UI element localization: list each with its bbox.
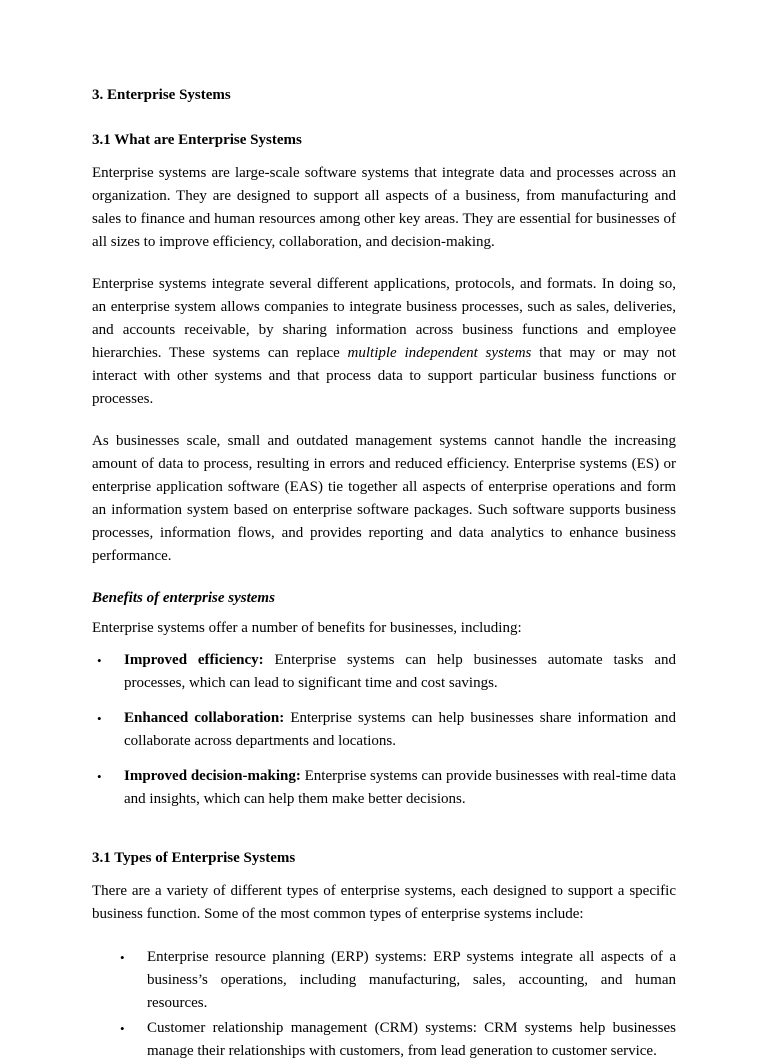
bullet-icon: • — [97, 711, 102, 726]
list-item-lead: Improved decision-making: — [124, 768, 301, 784]
paragraph-types-lead: There are a variety of different types of enterprise systems, each designed to support a specific business function. Some of the most common types of enterprise systems include: — [92, 883, 676, 922]
types-list — [120, 946, 676, 1063]
list-item-text: Enterprise systems can help businesses share information and collaborate across departments and locations. — [124, 710, 676, 749]
paragraph-benefits-lead: Enterprise systems offer a number of benefits for businesses, including: — [92, 620, 522, 636]
list-item-text: Customer relationship management (CRM) systems: CRM systems help businesses manage their relationships with customers, from lead generation to customer service. — [147, 1020, 676, 1059]
heading-3-1-types-of-enterprise-systems: 3.1 Types of Enterprise Systems — [92, 850, 296, 866]
paragraph-intro-2-part-2: that may or may not interact with other systems and that process data to support particular business functions or processes. — [92, 345, 676, 407]
heading-benefits-of-enterprise-systems: Benefits of enterprise systems — [92, 590, 275, 606]
heading-3-1-what-are-enterprise-systems: 3.1 What are Enterprise Systems — [92, 132, 302, 148]
document-content — [92, 84, 676, 1063]
list-item — [97, 649, 676, 695]
list-item-text: Enterprise systems can provide businesses with real-time data and insights, which can help them make better decisions. — [124, 768, 676, 807]
benefits-list — [97, 649, 676, 811]
list-item-text: Enterprise resource planning (ERP) systems: ERP systems integrate all aspects of a business’s operations, including manufacturing, sales, accounting, and human resources. — [147, 949, 676, 1011]
paragraph-intro-2-part-1: Enterprise systems integrate several different applications, protocols, and formats. In doing so, an enterprise system allows companies to integrate business processes, such as sales, deliveries, and accounts receivable, by sharing information across business functions and employee hierarchies. These systems can replace — [92, 276, 676, 361]
bullet-icon: • — [120, 950, 125, 965]
list-spacer — [92, 932, 676, 946]
bullet-icon: • — [97, 653, 102, 668]
emphasis-multiple-independent-systems: multiple independent systems — [347, 345, 532, 361]
paragraph-intro-2 — [92, 273, 676, 411]
bullet-icon: • — [97, 769, 102, 784]
list-item — [120, 946, 676, 1015]
heading-section-3: 3. Enterprise Systems — [92, 87, 231, 103]
list-item-text: Enterprise systems can help businesses automate tasks and processes, which can lead to significant time and cost savings. — [124, 652, 676, 691]
paragraph-intro-3: As businesses scale, small and outdated management systems cannot handle the increasing amount of data to process, resulting in errors and reduced efficiency. Enterprise systems (ES) or enterprise application software (EAS) tie together all aspects of enterprise operations and form an information system based on enterprise software packages. Such software supports business processes, information flows, and provides reporting and data analytics to enhance business performance. — [92, 433, 676, 564]
paragraph-intro-1: Enterprise systems are large-scale software systems that integrate data and processes across an organization. They are designed to support all aspects of a business, from manufacturing and sales to finance and human resources among other key areas. They are essential for businesses of all sizes to improve efficiency, collaboration, and decision-making. — [92, 165, 676, 250]
list-item — [97, 707, 676, 753]
list-item — [97, 765, 676, 811]
list-item-lead: Improved efficiency: — [124, 652, 264, 668]
bullet-icon: • — [120, 1021, 125, 1036]
list-item-lead: Enhanced collaboration: — [124, 710, 285, 726]
